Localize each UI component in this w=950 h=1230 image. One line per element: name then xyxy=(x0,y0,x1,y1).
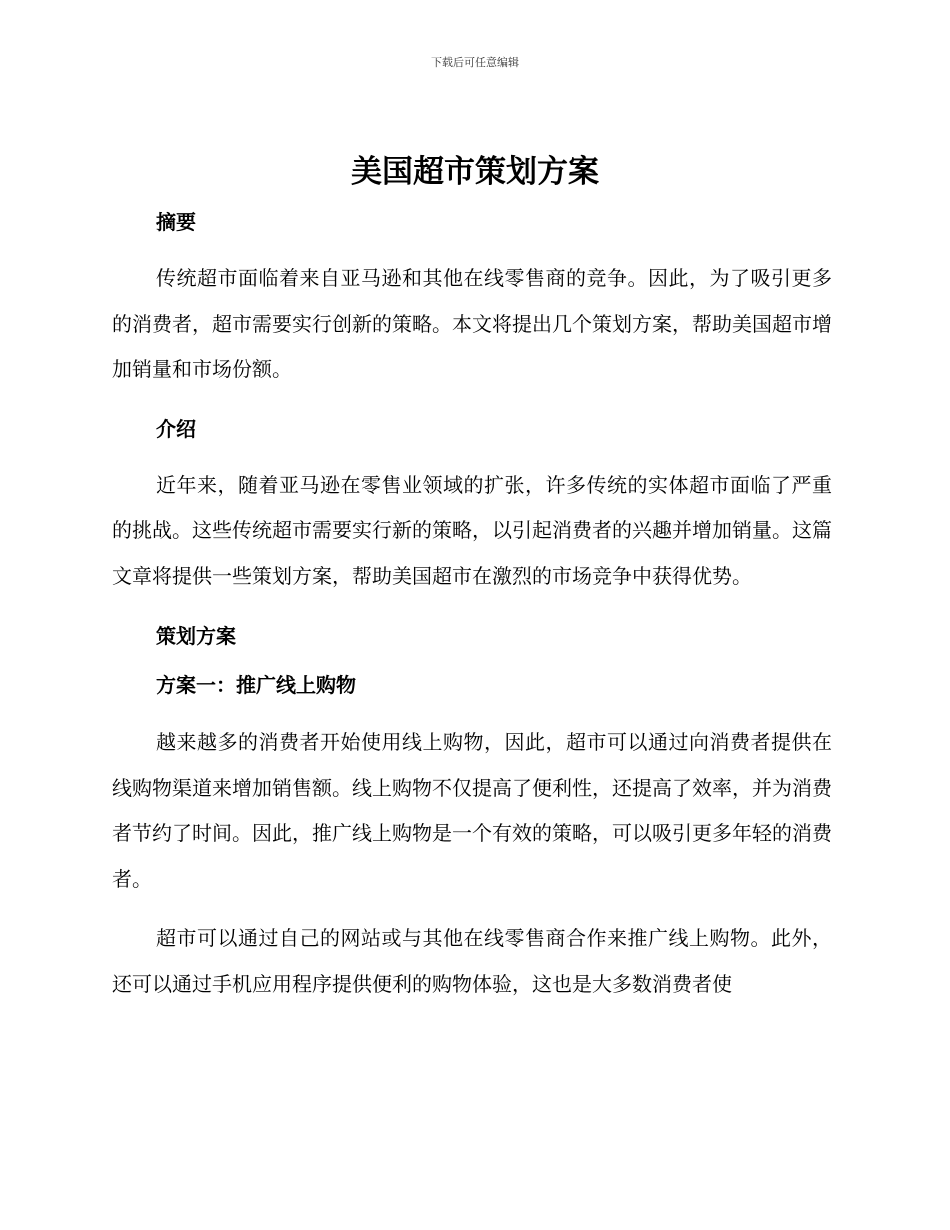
page-header-note: 下载后可任意编辑 xyxy=(431,56,519,69)
paragraph-plan1-2: 超市可以通过自己的网站或与其他在线零售商合作来推广线上购物。此外，还可以通过手机应用程序提供便利的购物体验，这也是大多数消费者使 xyxy=(112,926,832,996)
document-body xyxy=(112,207,832,1007)
paragraph-intro: 近年来，随着亚马逊在零售业领域的扩张，许多传统的实体超市面临了严重的挑战。这些传统超市需要实行新的策略，以引起消费者的兴趣并增加销量。这篇文章将提供一些策划方案，帮助美国超市在激烈的市场竞争中获得优势。 xyxy=(112,472,832,588)
document-title: 美国超市策划方案 xyxy=(351,154,599,190)
section-heading-intro: 介绍 xyxy=(156,416,196,441)
section-heading-plans: 策划方案 xyxy=(156,624,236,648)
section-heading-plan1: 方案一：推广线上购物 xyxy=(156,673,356,697)
paragraph-abstract: 传统超市面临着来自亚马逊和其他在线零售商的竞争。因此，为了吸引更多的消费者，超市需要实行创新的策略。本文将提出几个策划方案，帮助美国超市增加销量和市场份额。 xyxy=(112,266,832,381)
paragraph-plan1-1: 越来越多的消费者开始使用线上购物，因此，超市可以通过向消费者提供在线购物渠道来增加销售额。线上购物不仅提高了便利性，还提高了效率，并为消费者节约了时间。因此，推广线上购物是一个有效的策略，可以吸引更多年轻的消费者。 xyxy=(112,730,832,891)
section-heading-abstract: 摘要 xyxy=(156,210,196,234)
